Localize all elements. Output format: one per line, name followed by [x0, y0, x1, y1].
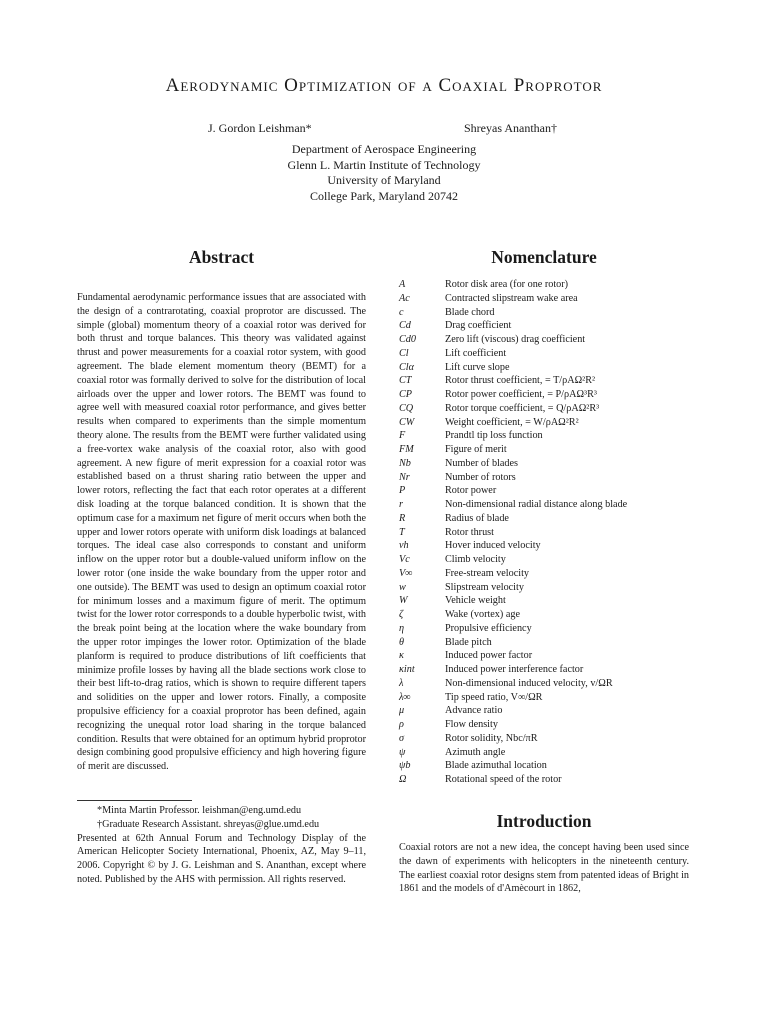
nomenclature-row	[399, 581, 699, 595]
nomenclature-symbol: ρ	[399, 719, 404, 730]
nomenclature-row	[399, 663, 699, 677]
nomenclature-row	[399, 526, 699, 540]
nomenclature-symbol: FM	[399, 444, 414, 455]
nomenclature-definition: Induced power interference factor	[445, 664, 584, 675]
nomenclature-symbol: Vc	[399, 554, 410, 565]
nomenclature-definition: Slipstream velocity	[445, 581, 524, 593]
nomenclature-symbol: λ∞	[399, 691, 411, 703]
nomenclature-definition: Number of blades	[445, 457, 518, 469]
nomenclature-row	[399, 388, 699, 402]
nomenclature-symbol: Cd0	[399, 334, 416, 345]
nomenclature-symbol: c	[399, 306, 404, 318]
nomenclature-symbol: ψ	[399, 746, 406, 758]
nomenclature-symbol: W	[399, 595, 408, 607]
nomenclature-definition: Advance ratio	[445, 705, 503, 717]
nomenclature-symbol: ζ	[399, 609, 404, 620]
abstract-body: Fundamental aerodynamic performance issues that are associated with the design of a contrarotating, coaxial proprotor are discussed. The simple (global) momentum theory of a coaxial rotor was derived for both thrust and torque balances. This theory was validated against thrust and power measurements for a coaxial rotor system, with good agreement. The blade element momentum theory (BEMT) for a coaxial rotor was formally derived to solve for the distribution of local airloads over the upper and lower rotors. The BEMT was found to agree well with measured coaxial rotor performance, and gives better results when compared to experiments than the simple momentum theory alone. The results from the BEMT were further validated using a free-vortex wake analysis of the coaxial rotor, also with good agreement. A new figure of merit expression for a coaxial rotor was established based on a thrust sharing ratio between the upper and lower rotors, reflecting the fact that each rotor operates at a different disk loading at the torque balanced condition. It is shown that the optimum case for a maximum net figure of merit occurs when both the upper and lower rotors operate with uniform disk loadings at balanced torques. The ideal case also corresponds to constant and uniform inflow on the upper rotor but a double-valued uniform inflow on the lower rotor (one inside the wake boundary from the upper rotor and one outside). The BEMT was used to design an optimum coaxial rotor for minimum losses and a maximum figure of merit. The optimum twist for the lower rotor corresponds to a double hyperbolic twist, with the break point being at the location where the wake boundary from the upper rotor impinges the lower rotor. Optimization of the blade planform is required to produce distributions of lift coefficients that minimize profile losses by having all the blade sections work close to their best lift-to-drag ratios, which is shown to require different tapers and solidities on the upper and lower rotors. Finally, a composite propulsive efficiency for a coaxial proprotor has been defined, again recognizing the unequal rotor load sharing in the torque balanced condition. Results that were obtained for an optimum hybrid proprotor design combining good propulsive efficiency and high hovering figure of merit are discussed.	[77, 292, 366, 773]
nomenclature-symbol: λ	[399, 677, 404, 689]
nomenclature-symbol: Ac	[399, 292, 410, 304]
nomenclature-symbol: R	[399, 512, 406, 524]
affiliation-line: Glenn L. Martin Institute of Technology	[287, 157, 481, 172]
nomenclature-row	[399, 319, 699, 333]
nomenclature-definition: Rotor thrust	[445, 526, 494, 538]
nomenclature-row	[399, 704, 699, 718]
nomenclature-heading: Nomenclature	[491, 247, 597, 267]
nomenclature-definition: Rotor disk area (for one rotor)	[445, 279, 569, 290]
nomenclature-symbol: η	[399, 622, 405, 634]
nomenclature-row	[399, 553, 699, 567]
nomenclature-symbol: CT	[399, 375, 412, 387]
nomenclature-symbol: P	[399, 485, 406, 497]
nomenclature-definition: Propulsive efficiency	[445, 622, 532, 634]
nomenclature-definition: Blade pitch	[445, 636, 492, 648]
nomenclature-definition: Rotor solidity, Nbc/πR	[445, 732, 538, 744]
nomenclature-row	[399, 539, 699, 553]
nomenclature-symbol: μ	[399, 705, 405, 717]
nomenclature-row	[399, 649, 699, 663]
nomenclature-symbol: A	[399, 279, 406, 290]
nomenclature-row	[399, 416, 699, 430]
nomenclature-symbol: ψb	[399, 760, 411, 772]
nomenclature-row	[399, 374, 699, 388]
nomenclature-definition: Hover induced velocity	[445, 540, 541, 552]
affiliation	[0, 142, 768, 204]
nomenclature-symbol: κint	[399, 664, 415, 675]
nomenclature-definition: Rotor power	[445, 485, 497, 497]
footnote-presented: Presented at 62th Annual Forum and Technology Display of the American Helicopter Society International, Phoenix, AZ, May 9–11, 2006. Copyright © by J. G. Leishman and S. Ananthan, except where noted. Published by the AHS with permission. All rights reserved.	[77, 832, 366, 885]
nomenclature-row	[399, 718, 699, 732]
nomenclature-row	[399, 636, 699, 650]
nomenclature-symbol: CW	[399, 416, 415, 428]
introduction-body: Coaxial rotors are not a new idea, the concept having been used since the dawn of experiments with helicopters in the nineteenth century. The earliest coaxial rotor designs stem from patented ideas of Bright in 1861 and the models of d'Amècourt in 1862,	[399, 842, 689, 895]
nomenclature-row	[399, 457, 699, 471]
nomenclature-definition: Figure of merit	[445, 444, 507, 455]
nomenclature-definition: Vehicle weight	[445, 595, 506, 607]
nomenclature-definition: Wake (vortex) age	[445, 609, 520, 620]
nomenclature-row	[399, 759, 699, 773]
nomenclature-symbol: Cl	[399, 347, 409, 359]
nomenclature-definition: Contracted slipstream wake area	[445, 292, 578, 304]
nomenclature-symbol: w	[399, 581, 406, 593]
nomenclature-definition: Rotor thrust coefficient, = T/ρAΩ²R²	[445, 375, 596, 387]
affiliation-line: University of Maryland	[327, 173, 441, 187]
nomenclature-definition: Free-stream velocity	[445, 567, 530, 579]
nomenclature-row	[399, 306, 699, 320]
affiliation-line: College Park, Maryland 20742	[310, 188, 458, 203]
nomenclature-list	[399, 278, 699, 787]
nomenclature-definition: Rotor torque coefficient, = Q/ρAΩ²R³	[445, 402, 600, 414]
nomenclature-definition: Rotational speed of the rotor	[445, 774, 562, 785]
nomenclature-symbol: Ω	[399, 774, 407, 785]
nomenclature-row	[399, 746, 699, 760]
nomenclature-row	[399, 594, 699, 608]
nomenclature-row	[399, 732, 699, 746]
nomenclature-row	[399, 773, 699, 787]
nomenclature-symbol: Nb	[399, 457, 411, 469]
nomenclature-definition: Blade azimuthal location	[445, 760, 547, 772]
footnote-author-2: †Graduate Research Assistant. shreyas@glue.umd.edu	[97, 818, 320, 830]
nomenclature-definition: Lift coefficient	[445, 347, 507, 359]
nomenclature-row	[399, 498, 699, 512]
nomenclature-symbol: Cd	[399, 320, 411, 332]
nomenclature-row	[399, 567, 699, 581]
nomenclature-row	[399, 622, 699, 636]
nomenclature-symbol: T	[399, 526, 405, 538]
nomenclature-row	[399, 292, 699, 306]
nomenclature-row	[399, 429, 699, 443]
footnote-divider	[77, 800, 192, 801]
nomenclature-row	[399, 471, 699, 485]
nomenclature-symbol: r	[399, 499, 403, 510]
nomenclature-symbol: κ	[399, 650, 404, 662]
nomenclature-symbol: V∞	[399, 567, 413, 579]
nomenclature-definition: Climb velocity	[445, 554, 506, 565]
nomenclature-symbol: Nr	[399, 471, 410, 483]
author-1: J. Gordon Leishman*	[208, 121, 312, 135]
nomenclature-definition: Prandtl tip loss function	[445, 430, 543, 442]
nomenclature-symbol: θ	[399, 636, 405, 648]
nomenclature-row	[399, 677, 699, 691]
nomenclature-row	[399, 691, 699, 705]
nomenclature-definition: Weight coefficient, = W/ρAΩ²R²	[445, 416, 579, 428]
nomenclature-symbol: σ	[399, 732, 405, 744]
nomenclature-row	[399, 278, 699, 292]
nomenclature-definition: Non-dimensional radial distance along blade	[445, 499, 628, 510]
nomenclature-row	[399, 361, 699, 375]
nomenclature-row	[399, 347, 699, 361]
nomenclature-symbol: CQ	[399, 402, 414, 414]
nomenclature-definition: Non-dimensional induced velocity, v/ΩR	[445, 677, 613, 689]
nomenclature-row	[399, 402, 699, 416]
nomenclature-row	[399, 512, 699, 526]
nomenclature-definition: Tip speed ratio, V∞/ΩR	[445, 691, 543, 703]
abstract-heading: Abstract	[188, 247, 255, 267]
nomenclature-row	[399, 608, 699, 622]
nomenclature-definition: Number of rotors	[445, 471, 516, 483]
nomenclature-row	[399, 333, 699, 347]
introduction-heading: Introduction	[496, 811, 592, 831]
nomenclature-definition: Radius of blade	[445, 512, 509, 524]
nomenclature-symbol: CP	[399, 389, 413, 400]
nomenclature-row	[399, 484, 699, 498]
nomenclature-definition: Azimuth angle	[445, 746, 506, 758]
nomenclature-definition: Rotor power coefficient, = P/ρAΩ³R³	[445, 389, 597, 400]
author-2: Shreyas Ananthan†	[464, 121, 557, 135]
nomenclature-definition: Flow density	[445, 719, 498, 730]
nomenclature-definition: Zero lift (viscous) drag coefficient	[445, 334, 586, 345]
nomenclature-definition: Drag coefficient	[445, 320, 512, 332]
affiliation-line: Department of Aerospace Engineering	[291, 142, 477, 156]
nomenclature-definition: Blade chord	[445, 306, 495, 318]
nomenclature-symbol: vh	[399, 540, 409, 552]
nomenclature-symbol: F	[399, 430, 406, 442]
nomenclature-symbol: Clα	[399, 361, 414, 373]
paper-title: Aerodynamic Optimization of a Coaxial Proprotor	[165, 75, 603, 96]
nomenclature-row	[399, 443, 699, 457]
footnote-author-1: *Minta Martin Professor. leishman@eng.umd.edu	[97, 805, 302, 816]
footnotes	[77, 804, 366, 887]
nomenclature-definition: Lift curve slope	[445, 361, 510, 373]
nomenclature-definition: Induced power factor	[445, 650, 533, 662]
